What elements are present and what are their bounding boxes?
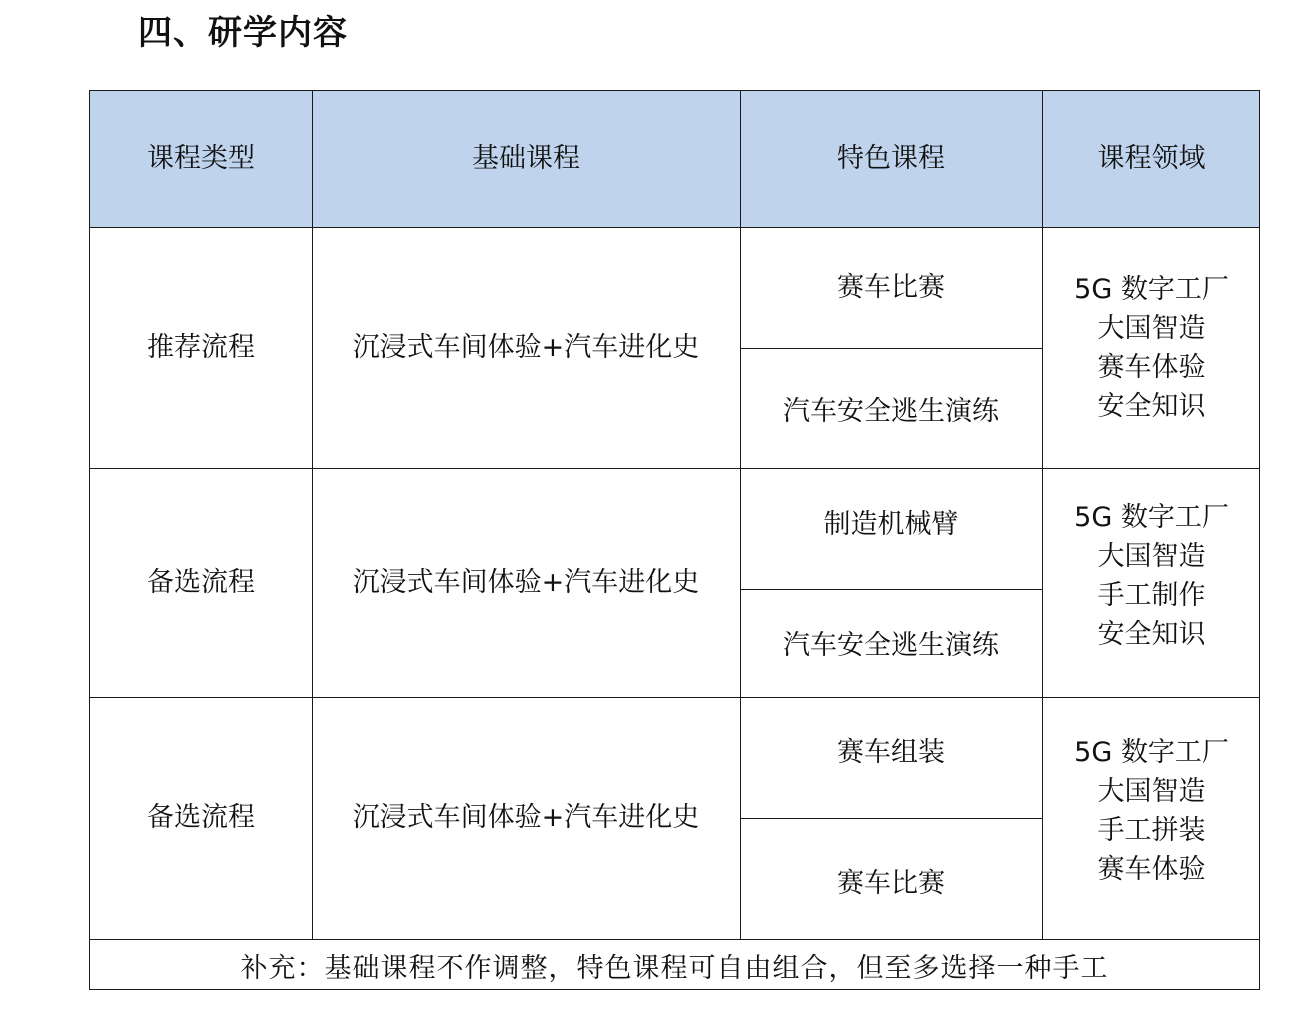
domain-item: 5G 数字工厂	[1074, 501, 1229, 533]
row-1-type: 推荐流程	[147, 331, 255, 363]
table-note: 补充：基础课程不作调整，特色课程可自由组合，但至多选择一种手工	[240, 952, 1109, 984]
domain-item: 赛车体验	[1097, 854, 1206, 885]
domain-item: 大国智造	[1097, 776, 1206, 807]
domain-item: 大国智造	[1097, 312, 1206, 344]
row-2-featured-2: 汽车安全逃生演练	[783, 630, 999, 661]
header-course-type: 课程类型	[147, 143, 255, 174]
domain-item: 大国智造	[1097, 540, 1206, 572]
row-2-domains	[1042, 468, 1260, 697]
row-1-featured-1: 赛车比赛	[837, 271, 945, 303]
row-1-domains	[1042, 227, 1260, 468]
row-3-domains	[1042, 697, 1260, 939]
section-title: 四、研学内容	[138, 13, 348, 53]
domain-item: 安全知识	[1097, 390, 1206, 422]
domain-item: 手工制作	[1097, 579, 1206, 611]
domain-item: 5G 数字工厂	[1074, 273, 1229, 305]
row-3-type: 备选流程	[147, 802, 255, 833]
row-1-featured-2: 汽车安全逃生演练	[783, 396, 999, 427]
row-3-featured-1: 赛车组装	[837, 736, 945, 768]
domain-item: 手工拼装	[1097, 815, 1206, 846]
header-basic-course: 基础课程	[472, 143, 580, 174]
row-3-basic: 沉浸式车间体验+汽车进化史	[352, 802, 700, 833]
row-3-featured-2: 赛车比赛	[837, 867, 945, 899]
row-1-basic: 沉浸式车间体验+汽车进化史	[352, 331, 700, 363]
domain-item: 赛车体验	[1097, 351, 1206, 383]
row-2-basic: 沉浸式车间体验+汽车进化史	[352, 566, 700, 598]
header-course-domain: 课程领域	[1097, 143, 1206, 174]
row-2-featured-1: 制造机械臂	[823, 508, 959, 540]
domain-item: 5G 数字工厂	[1074, 737, 1229, 768]
row-2-type: 备选流程	[147, 566, 255, 598]
course-table	[89, 90, 1260, 990]
header-featured-course: 特色课程	[837, 143, 945, 174]
domain-item: 安全知识	[1097, 618, 1206, 650]
